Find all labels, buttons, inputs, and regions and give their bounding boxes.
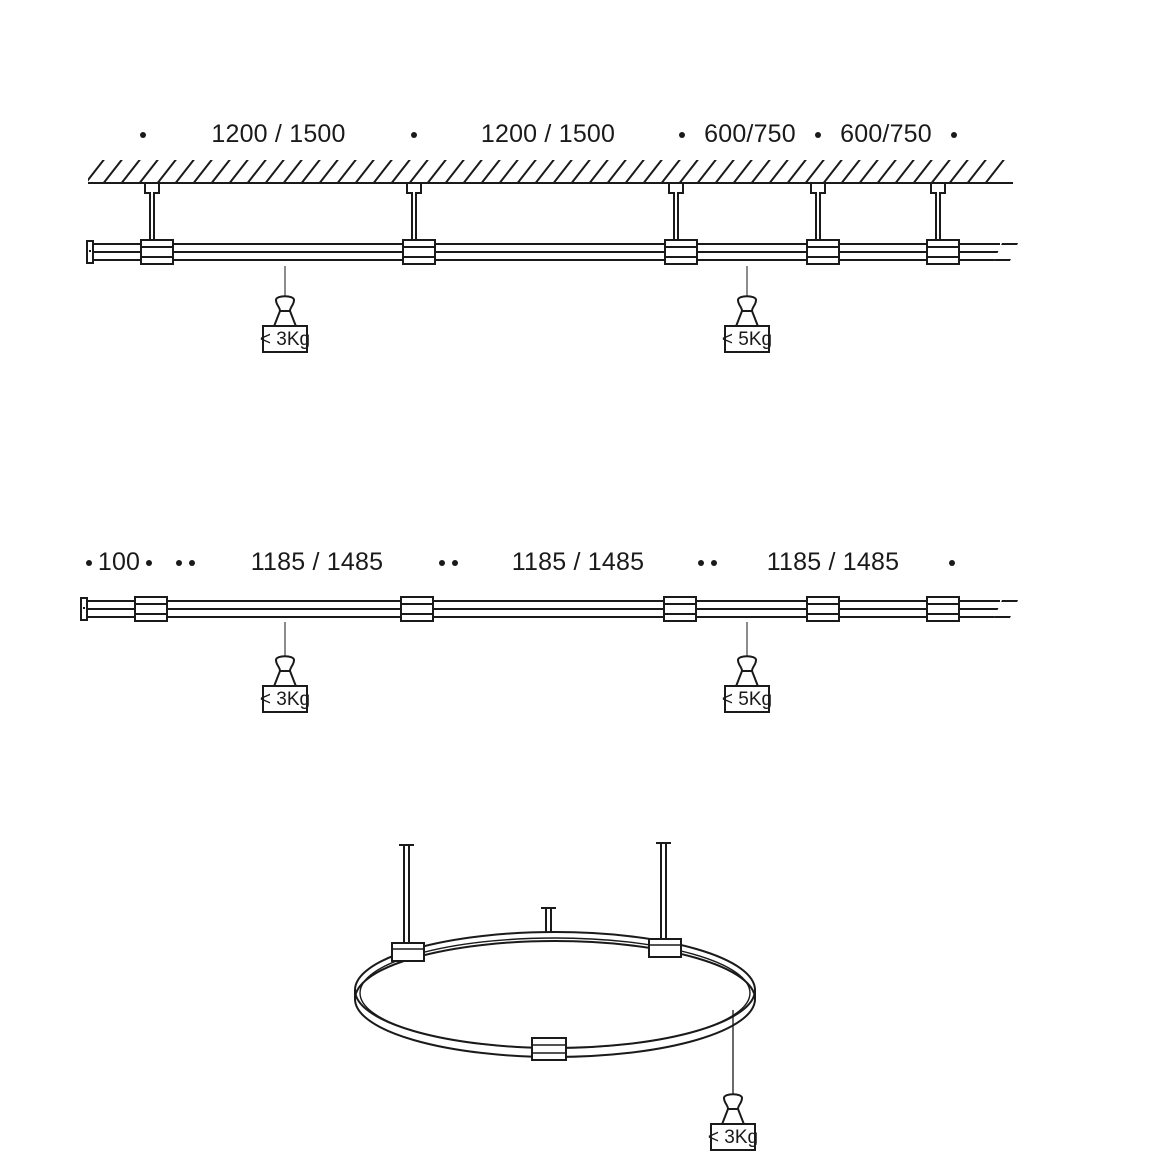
track-joint [806, 239, 840, 265]
dimension-dot [439, 560, 445, 566]
suspension-rod [411, 192, 417, 246]
dimension-dot [698, 560, 704, 566]
track-end-cap-left [86, 240, 94, 264]
load-label: < 3Kg [707, 1127, 759, 1148]
dimension-dot-pair [698, 560, 717, 566]
dimension-label-2: 1200 / 1500 [480, 120, 616, 148]
dimension-dot [176, 560, 182, 566]
figure-linear-surface-mounted [0, 430, 1160, 760]
track-rail [94, 243, 1000, 261]
figure-circular-track [0, 800, 1160, 1160]
dimension-row-figure2 [86, 548, 966, 577]
track-joint [926, 239, 960, 265]
track-joint [392, 943, 424, 961]
track-joint [400, 596, 434, 622]
dimension-label-3: 1185 / 1485 [766, 548, 900, 576]
ceiling-line [88, 160, 1013, 184]
dimension-label-4: 600/750 [840, 120, 932, 148]
track-joint [663, 596, 697, 622]
dimension-label-1: 1185 / 1485 [250, 548, 384, 576]
track-end-cap-left [80, 597, 88, 621]
load-label: < 3Kg [259, 329, 311, 350]
dimension-label-2: 1185 / 1485 [511, 548, 645, 576]
load-label: < 3Kg [259, 689, 311, 710]
dimension-label-0: 100 [97, 548, 141, 576]
dimension-dot-pair [176, 560, 195, 566]
figure-linear-ceiling-suspended [0, 0, 1160, 400]
dimension-label-1: 1200 / 1500 [211, 120, 346, 148]
suspension-rod [149, 192, 155, 246]
track-joint [532, 1038, 566, 1060]
load-label: < 5Kg [721, 329, 773, 350]
track-joint [134, 596, 168, 622]
load-drop-line [285, 622, 286, 658]
suspension-rod [673, 192, 679, 246]
track-joint [140, 239, 174, 265]
ceiling-hatch [88, 160, 1013, 182]
track-joint [649, 939, 681, 957]
dimension-dot-pair [439, 560, 458, 566]
load-label: < 5Kg [721, 689, 773, 710]
load-drop-line [747, 622, 748, 658]
track-joint [926, 596, 960, 622]
track-rail [88, 600, 1000, 618]
track-joint [402, 239, 436, 265]
dimension-label-3: 600/750 [704, 120, 796, 148]
track-joint [664, 239, 698, 265]
dimension-dot [949, 560, 955, 566]
circular-track-drawing [0, 800, 1160, 1160]
track-joint [806, 596, 840, 622]
suspension-rod [935, 192, 941, 246]
dimension-dot [951, 132, 957, 138]
dimension-dot [146, 560, 152, 566]
suspension-rod [815, 192, 821, 246]
dimension-row-figure1 [140, 120, 970, 149]
